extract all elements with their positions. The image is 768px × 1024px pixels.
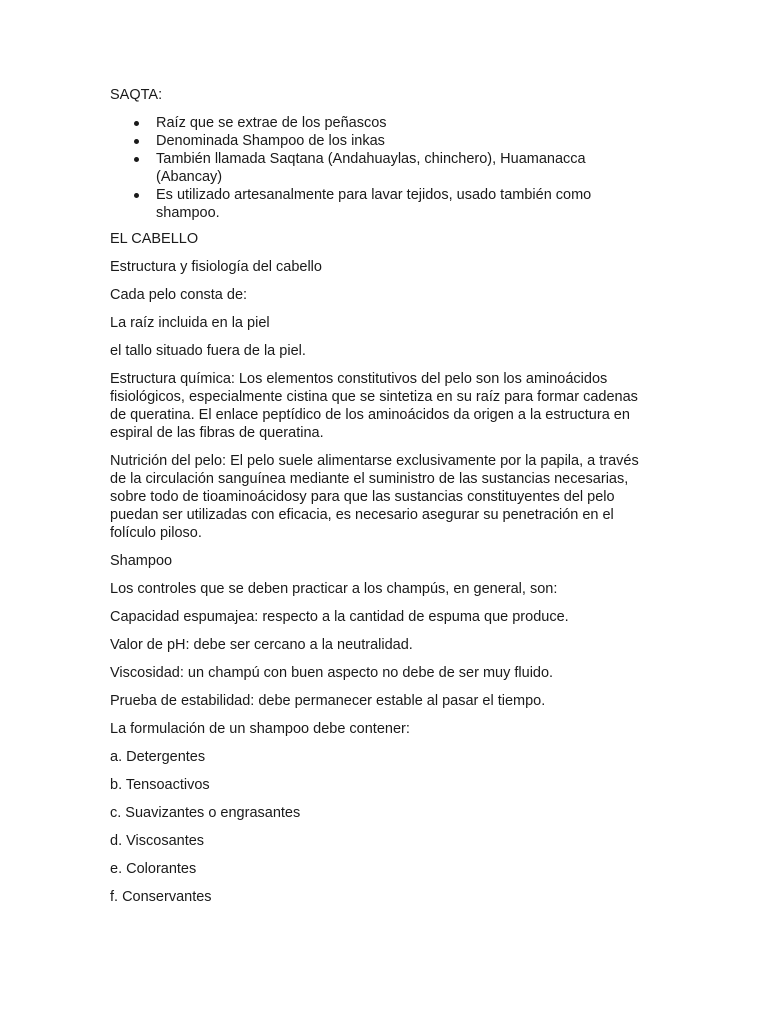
list-item [156, 150, 636, 186]
list-item-text: También llamada Saqtana (Andahuaylas, chinchero), Huamanacca (Abancay) [156, 151, 586, 185]
bullet-icon [134, 157, 139, 162]
cabello-subtitle: Estructura y fisiología del cabello [110, 259, 322, 275]
capacidad-espumajea: Capacidad espumajea: respecto a la cantidad de espuma que produce. [110, 609, 569, 625]
nutricion-paragraph: Nutrición del pelo: El pelo suele alimentarse exclusivamente por la papila, a través de la circulación sanguínea mediante el suministro de las sustancias necesarias, sobre todo de tioaminoácidosy para que las sustancias constituyentes del pelo puedan ser utilizadas con eficacia, es necesario asegurar su penetración en el folículo piloso. [110, 453, 639, 541]
ingrediente-item: c. Suavizantes o engrasantes [110, 805, 301, 821]
ingrediente-item: a. Detergentes [110, 749, 206, 765]
ingrediente-item: d. Viscosantes [110, 833, 205, 849]
ingrediente-item: e. Colorantes [110, 861, 197, 877]
ingrediente-item: f. Conservantes [110, 889, 212, 905]
shampoo-heading: Shampoo [110, 553, 173, 569]
bullet-icon [134, 139, 139, 144]
list-item [156, 114, 636, 132]
bullet-icon [134, 193, 139, 198]
saqta-bullet-list [110, 114, 636, 222]
saqta-heading: SAQTA: [110, 87, 163, 103]
cabello-intro: Cada pelo consta de: [110, 287, 248, 303]
cabello-heading: EL CABELLO [110, 231, 199, 247]
controles-intro: Los controles que se deben practicar a los champús, en general, son: [110, 581, 558, 597]
cabello-tallo: el tallo situado fuera de la piel. [110, 343, 306, 359]
prueba-estabilidad: Prueba de estabilidad: debe permanecer estable al pasar el tiempo. [110, 693, 546, 709]
estructura-quimica-paragraph: Estructura química: Los elementos constitutivos del pelo son los aminoácidos fisiológicos, especialmente cistina que se sintetiza en su raíz para formar cadenas de queratina. El enlace peptídico de los aminoácidos da origen a la estructura en espiral de las fibras de queratina. [110, 371, 638, 441]
list-item-text: Es utilizado artesanalmente para lavar tejidos, usado también como shampoo. [156, 187, 592, 221]
cabello-raiz: La raíz incluida en la piel [110, 315, 270, 331]
list-item-text: Raíz que se extrae de los peñascos [156, 115, 387, 131]
list-item [156, 186, 636, 222]
list-item [156, 132, 636, 150]
ingrediente-item: b. Tensoactivos [110, 777, 210, 793]
list-item-text: Denominada Shampoo de los inkas [156, 133, 385, 149]
viscosidad: Viscosidad: un champú con buen aspecto no debe de ser muy fluido. [110, 665, 554, 681]
formulacion-intro: La formulación de un shampoo debe contener: [110, 721, 410, 737]
bullet-icon [134, 121, 139, 126]
valor-ph: Valor de pH: debe ser cercano a la neutralidad. [110, 637, 413, 653]
